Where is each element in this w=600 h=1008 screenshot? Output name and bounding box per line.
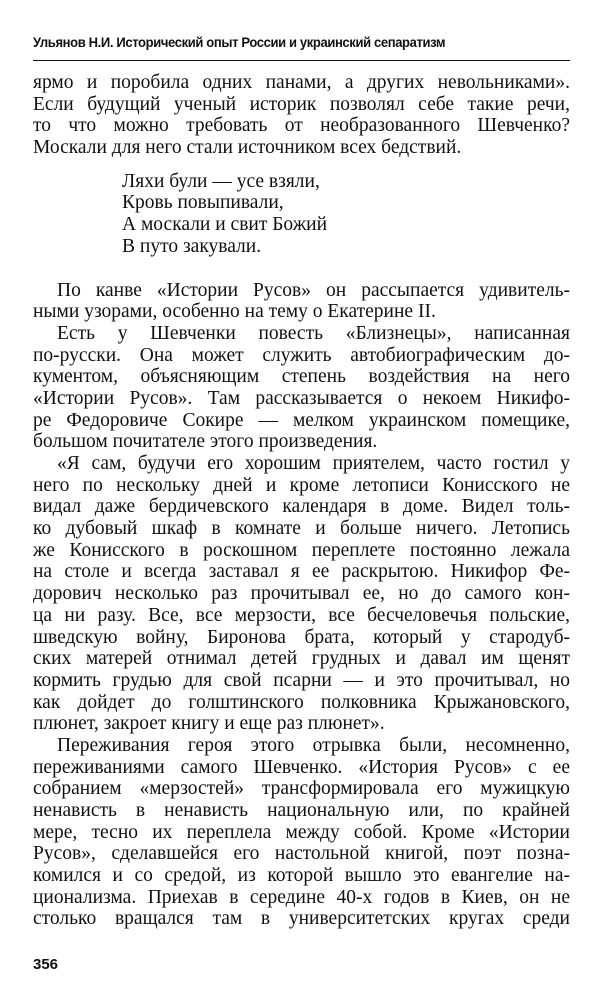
verse-block [33,171,570,258]
text-line: По канве «Истории Русов» он рассыпается удивитель- [57,279,570,301]
text-line: шведскую войну, Биронова брата, который у стародуб- [33,626,570,648]
verse-line: А москали и свит Божий [122,214,328,236]
paragraph-3 [33,323,570,453]
text-line: ционализма. Приехав в середине 40-х годов в Киев, он не [33,886,570,908]
text-line: «Я сам, будучи его хорошим приятелем, часто гостил у [57,453,570,474]
paragraph-1 [33,72,570,159]
text-line: комился и со средой, из которой вышло это евангелие на- [33,865,570,887]
text-line: мере, тесно их переплела между собой. Кроме «Истории [33,821,570,843]
text-line: кументом, объясняющим степень воздействия на него [33,366,570,388]
paragraph-5 [33,735,570,930]
text-line: ских матерей отнимал детей грудных и давал им щенят [33,648,570,670]
text-line: собранием «мерзостей» трансформировала его мужицкую [33,778,570,800]
verse-line: В путо закували. [122,235,262,257]
paragraph-2 [33,280,570,323]
text-line: Есть у Шевченки повесть «Близнецы», написанная [57,322,570,344]
text-line: на столе и всегда заставал я ее раскрытою. Никифор Фе- [33,561,570,583]
text-line: то что можно требовать от необразованного Шевченко? [33,115,570,137]
running-header: Ульянов Н.И. Исторический опыт России и украинский сепаратизм [33,34,446,50]
verse-line: Ляхи були — усе взяли, [122,170,320,192]
text-line: же Конисского в роскошном переплете постоянно лежала [33,539,570,561]
text-line: ненависть в ненависть национальную или, по крайней [33,800,570,821]
text-line: Если будущий ученый историк позволял себе такие речи, [33,93,570,115]
text-line: ными узорами, особенно на тему о Екатерине II. [33,301,436,323]
text-line: плюнет, закроет книгу и еще раз плюнет». [33,713,385,735]
text-line: переживаниями самого Шевченко. «История Русов» с ее [33,756,570,778]
text-line: ре Федоровиче Сокире — мелком украинском помещике, [33,409,570,431]
text-line: ца ни разу. Все, все мерзости, все бесчеловечья польские, [33,604,570,626]
text-line: него по нескольку дней и кроме летописи Конисского не [33,474,570,496]
verse-line: Кровь повыпивали, [122,192,284,214]
text-line: столько вращался там в университетских кругах среди [33,908,570,930]
text-line: «Истории Русов». Там рассказывается о некоем Никифо- [33,387,570,409]
text-line: видал даже бердичевского календаря в доме. Видел толь- [33,496,570,518]
paragraph-4 [33,453,570,735]
text-line: ко дубовый шкаф в комнате и больше ничего. Летопись [33,518,570,540]
text-line: как дойдет до голштинского полковника Крыжановского, [33,691,570,713]
text-line: дорович несколько раз прочитывал ее, но до самого кон- [33,583,570,605]
header-rule [33,60,570,61]
text-line: кормить грудью для свой псарни — и это прочитывал, но [33,669,570,691]
page-number: 356 [33,956,59,973]
text-line: Русов», сделавшейся его настольной книгой, поэт позна- [33,843,570,865]
text-line: по-русски. Она может служить автобиографическим до- [33,344,570,366]
text-line: ярмо и поробила одних панами, а других невольниками». [33,72,570,93]
text-line: большом почитателе этого произведения. [33,431,378,453]
text-line: Переживания героя этого отрывка были, несомненно, [57,734,570,756]
main-text [33,72,570,930]
text-line: Москали для него стали источником всех бедствий. [33,137,462,159]
